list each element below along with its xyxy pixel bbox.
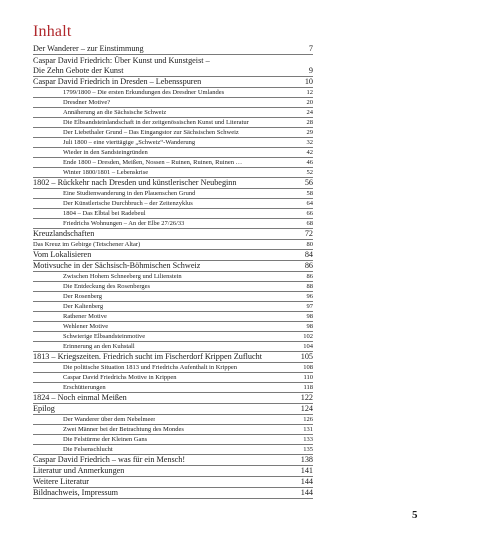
toc-entry-page: 68 [306,220,313,227]
toc-entry [33,148,313,158]
toc-entry-page: 96 [306,293,313,300]
toc-entry-title: Erinnerung an den Kuhstall [63,343,135,350]
toc-entry-title: Juli 1800 – eine vierttägige „Schweiz“-Wanderung [63,139,196,146]
toc-entry-page: 144 [300,477,313,486]
toc-entry-page: 138 [300,455,313,464]
toc-entry [33,352,313,363]
toc-entry-page: 135 [303,446,313,453]
toc-entry [33,302,313,312]
table-of-contents [33,44,313,499]
toc-entry [33,189,313,199]
toc-entry [33,168,313,178]
toc-entry-title: Vom Lokalisieren [33,250,92,259]
page-number: 5 [412,509,418,521]
toc-entry-page: 102 [303,333,313,340]
toc-entry [33,209,313,219]
toc-entry [33,261,313,272]
toc-entry [33,98,313,108]
toc-entry-page: 42 [306,149,313,156]
toc-entry-page: 98 [306,313,313,320]
toc-entry [33,373,313,383]
toc-entry [33,466,313,477]
toc-entry-page: 97 [306,303,313,310]
toc-entry-title: Literatur und Anmerkungen [33,466,125,475]
toc-entry [33,240,313,250]
toc-entry-page: 7 [308,44,313,53]
toc-entry-title: Caspar David Friedrich in Dresden – Lebensspuren [33,77,202,86]
toc-entry-page: 29 [306,129,313,136]
toc-entry-title: Dresdner Motive? [63,99,111,106]
toc-heading: Inhalt [33,23,72,40]
toc-entry-page: 86 [306,273,313,280]
toc-entry [33,77,313,88]
toc-entry-page: 118 [303,384,313,391]
toc-entry-page: 72 [304,229,313,238]
toc-entry-page: 110 [303,374,313,381]
toc-entry-page: 64 [306,200,313,207]
toc-entry [33,488,313,499]
toc-entry-page: 104 [303,343,313,350]
toc-entry [33,455,313,466]
toc-entry [33,108,313,118]
toc-entry-page: 86 [304,261,313,270]
toc-entry-title: Motivsuche in der Sächsisch-Böhmischen Schweiz [33,261,201,270]
toc-entry-page: 126 [303,416,313,423]
toc-entry [33,435,313,445]
toc-entry-title: Bildnachweis, Impressum [33,488,119,497]
toc-entry [33,88,313,98]
toc-entry [33,292,313,302]
toc-entry-page: 105 [300,352,313,361]
toc-entry-title: Friedrichs Wohnungen – An der Elbe 27/26/33 [63,220,185,227]
toc-entry [33,363,313,373]
toc-entry-title: Eine Studienwanderung in den Plauenschen Grund [63,190,196,197]
toc-entry-page: 32 [306,139,313,146]
toc-entry [33,199,313,209]
toc-entry-page: 84 [304,250,313,259]
toc-entry-title: Der Liebethaler Grund – Das Eingangstor zur Sächsischen Schweiz [63,129,239,136]
toc-entry-page: 12 [306,89,313,96]
toc-entry-title: Die Zehn Gebote der Kunst [33,66,124,75]
toc-entry-title: Der Künstlerische Durchbruch – der Zeitenzyklus [63,200,193,207]
toc-entry-page: 66 [306,210,313,217]
toc-entry-page: 131 [303,426,313,433]
toc-entry-page: 122 [300,393,313,402]
toc-entry-title: Der Wanderer über dem Nebelmeer [63,416,156,423]
toc-entry-title: Die Felstürme der Kleinen Gans [63,436,148,443]
toc-entry-title: 1799/1800 – Die ersten Erkundungen des Dresdner Umlandes [63,89,225,96]
toc-entry-page: 24 [306,109,313,116]
toc-entry-title: Der Rosenberg [63,293,103,300]
toc-entry [33,250,313,261]
toc-entry [33,55,313,66]
toc-entry-page: 124 [300,404,313,413]
toc-entry-page: 58 [306,190,313,197]
toc-entry [33,229,313,240]
toc-entry-title: Die Entdeckung des Rosenberges [63,283,151,290]
toc-entry-title: Die Elbsandsteinlandschaft in der zeitgenössischen Kunst und Literatur [63,119,249,126]
toc-entry-title: Schwierige Elbsandsteinmotive [63,333,146,340]
toc-entry-title: 1824 – Noch einmal Meißen [33,393,127,402]
toc-entry-title: Der Kaltenberg [63,303,104,310]
toc-entry-page: 9 [308,66,313,75]
toc-entry-title: Epilog [33,404,55,413]
toc-entry-page: 141 [300,466,313,475]
toc-entry-title: Rathener Motive [63,313,107,320]
toc-entry [33,219,313,229]
toc-entry-title: Caspar David Friedrichs Motive in Krippen [63,374,177,381]
toc-entry-page: 10 [304,77,313,86]
toc-entry [33,342,313,352]
toc-entry-title: Annäherung an die Sächsische Schweiz [63,109,167,116]
toc-entry-title: Der Wanderer – zur Einstimmung [33,44,144,53]
toc-entry [33,322,313,332]
toc-entry-title: Die politische Situation 1813 und Friedrichs Aufenthalt in Krippen [63,364,238,371]
toc-entry-title: Winter 1800/1801 – Lebenskrise [63,169,149,176]
toc-entry-page: 56 [304,178,313,187]
toc-entry [33,393,313,404]
toc-entry-page: 20 [306,99,313,106]
toc-entry-title: Wieder in den Sandsteingründen [63,149,148,156]
toc-entry-title: Zwei Männer bei der Betrachtung des Mondes [63,426,184,433]
toc-entry [33,477,313,488]
toc-entry-page: 52 [306,169,313,176]
toc-entry-page: 46 [306,159,313,166]
toc-entry-title: 1813 – Kriegszeiten. Friedrich sucht im Fischerdorf Krippen Zuflucht [33,352,262,361]
toc-entry-page: 133 [303,436,313,443]
toc-entry-title: Caspar David Friedrich: Über Kunst und Kunstgeist – [33,56,210,65]
toc-entry-page: 28 [306,119,313,126]
toc-entry [33,118,313,128]
toc-entry-title: Das Kreuz im Gebirge (Tetschener Altar) [33,241,141,248]
toc-entry-title: Kreuzlandschaften [33,229,95,238]
toc-entry-title: Caspar David Friedrich – was für ein Mensch! [33,455,186,464]
toc-entry-page: 108 [303,364,313,371]
toc-entry-page: 88 [306,283,313,290]
toc-entry-page: 98 [306,323,313,330]
toc-entry [33,178,313,189]
toc-entry [33,272,313,282]
toc-entry [33,312,313,322]
toc-entry-page: 144 [300,488,313,497]
toc-entry-page: 80 [306,241,313,248]
toc-entry [33,158,313,168]
toc-entry [33,425,313,435]
toc-entry [33,138,313,148]
toc-entry [33,66,313,77]
toc-entry [33,332,313,342]
toc-entry-title: Zwischen Hohem Schneeberg und Lilienstein [63,273,182,280]
toc-entry-title: Erschütterungen [63,384,106,391]
toc-entry [33,128,313,138]
toc-entry-title: 1804 – Das Elbtal bei Radebeul [63,210,146,217]
toc-entry [33,445,313,455]
toc-entry-title: 1802 – Rückkehr nach Dresden und künstlerischer Neubeginn [33,178,237,187]
toc-entry [33,404,313,415]
toc-entry [33,383,313,393]
toc-entry [33,282,313,292]
toc-entry-title: Wehlener Motive [63,323,109,330]
toc-entry-title: Ende 1800 – Dresden, Meißen, Nossen – Ruinen, Ruinen, Ruinen … [63,159,243,166]
toc-entry [33,44,313,55]
toc-entry [33,415,313,425]
toc-entry-title: Die Felsenschlucht [63,446,113,453]
toc-entry-title: Weitere Literatur [33,477,89,486]
